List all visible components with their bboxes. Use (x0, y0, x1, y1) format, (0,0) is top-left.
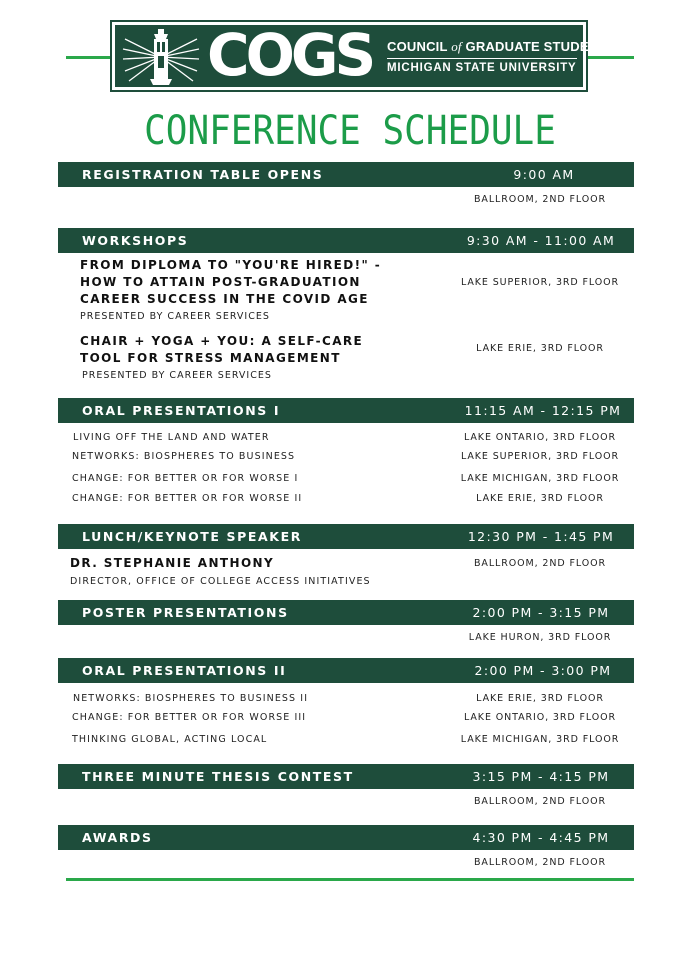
logo-council-line: COUNCIL of GRADUATE STUDENTS (387, 39, 616, 54)
logo-wordmark: COGS (207, 21, 373, 89)
logo-university-line: MICHIGAN STATE UNIVERSITY (387, 62, 577, 74)
section-three-minute-thesis-bar (58, 764, 634, 789)
section-lunch-keynote-bar (58, 524, 634, 549)
section-time: 11:15 AM - 12:15 PM (464, 403, 622, 418)
session-name: NETWORKS: BIOSPHERES TO BUSINESS II (73, 693, 309, 704)
location: LAKE SUPERIOR, 3RD FLOOR (460, 451, 620, 462)
page-title: CONFERENCE SCHEDULE (144, 108, 556, 154)
section-label: WORKSHOPS (82, 233, 189, 248)
keynote-speaker: DR. STEPHANIE ANTHONY (70, 556, 275, 570)
session-name: NETWORKS: BIOSPHERES TO BUSINESS (72, 451, 296, 462)
section-label: ORAL PRESENTATIONS II (82, 663, 287, 678)
location: BALLROOM, 2ND FLOOR (474, 857, 606, 868)
section-oral-presentations-2-bar (58, 658, 634, 683)
section-label: REGISTRATION TABLE OPENS (82, 167, 324, 182)
cogs-logo (110, 20, 616, 92)
location: LAKE ERIE, 3RD FLOOR (476, 693, 604, 704)
section-time: 9:00 AM (513, 167, 575, 182)
workshop-presenter: PRESENTED BY CAREER SERVICES (80, 311, 270, 322)
section-time: 9:30 AM - 11:00 AM (466, 233, 616, 248)
section-time: 3:15 PM - 4:15 PM (472, 769, 610, 784)
beaumont-tower-icon (119, 27, 203, 89)
section-registration-bar (58, 162, 634, 187)
session-name: LIVING OFF THE LAND AND WATER (73, 432, 270, 443)
section-workshops-bar (58, 228, 634, 253)
section-time: 12:30 PM - 1:45 PM (467, 529, 615, 544)
section-time: 2:00 PM - 3:15 PM (472, 605, 610, 620)
header-rule-left (66, 56, 112, 59)
section-label: POSTER PRESENTATIONS (82, 605, 289, 620)
section-oral-presentations-1-bar (58, 398, 634, 423)
section-label: AWARDS (82, 830, 153, 845)
session-name: CHANGE: FOR BETTER OR FOR WORSE I (72, 473, 299, 484)
location: LAKE ERIE, 3RD FLOOR (476, 493, 604, 504)
workshop-title: FROM DIPLOMA TO "YOU'RE HIRED!" - HOW TO ATTAIN POST-GRADUATION CAREER SUCCESS IN THE COVID AGE (80, 258, 382, 306)
section-time: 4:30 PM - 4:45 PM (472, 830, 610, 845)
location: LAKE SUPERIOR, 3RD FLOOR (460, 277, 620, 288)
location: LAKE ERIE, 3RD FLOOR (476, 343, 604, 354)
section-label: LUNCH/KEYNOTE SPEAKER (82, 529, 302, 544)
session-name: CHANGE: FOR BETTER OR FOR WORSE III (72, 712, 307, 723)
section-awards-bar (58, 825, 634, 850)
section-label: ORAL PRESENTATIONS I (82, 403, 281, 418)
location: BALLROOM, 2ND FLOOR (474, 558, 606, 569)
workshop-title: CHAIR + YOGA + YOU: A SELF-CARE TOOL FOR STRESS MANAGEMENT (80, 334, 364, 365)
header-rule-right (588, 56, 634, 59)
session-name: CHANGE: FOR BETTER OR FOR WORSE II (72, 493, 303, 504)
location: BALLROOM, 2ND FLOOR (474, 194, 606, 205)
location: LAKE MICHIGAN, 3RD FLOOR (460, 473, 620, 484)
location: LAKE HURON, 3RD FLOOR (468, 632, 612, 643)
section-poster-presentations-bar (58, 600, 634, 625)
session-name: THINKING GLOBAL, ACTING LOCAL (72, 734, 268, 745)
footer-rule (66, 878, 634, 881)
location: BALLROOM, 2ND FLOOR (474, 796, 606, 807)
section-time: 2:00 PM - 3:00 PM (474, 663, 612, 678)
location: LAKE ONTARIO, 3RD FLOOR (464, 432, 616, 443)
workshop-presenter: PRESENTED BY CAREER SERVICES (82, 370, 272, 381)
location: LAKE MICHIGAN, 3RD FLOOR (460, 734, 620, 745)
speaker-role: DIRECTOR, OFFICE OF COLLEGE ACCESS INITIATIVES (70, 576, 371, 587)
section-label: THREE MINUTE THESIS CONTEST (82, 769, 354, 784)
logo-divider (387, 58, 577, 59)
location: LAKE ONTARIO, 3RD FLOOR (464, 712, 616, 723)
